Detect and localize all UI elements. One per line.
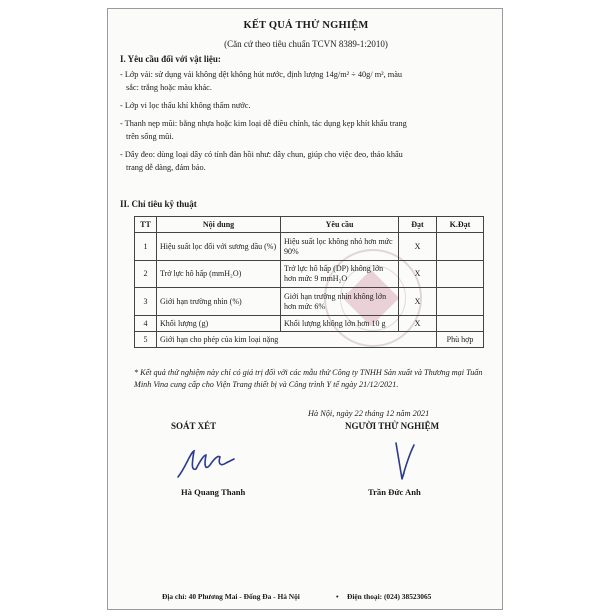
cell-pass: X [399, 233, 437, 261]
requirement-line: sắc: trắng hoặc màu khác. [126, 83, 212, 92]
requirement-line: - Lớp vải: sử dụng vải không dệt không hút nước, định lượng 14g/m² ÷ 40g/ m², màu [120, 70, 403, 79]
cell-requirement: Trở lực hô hấp (DP) không lớn hơn mức 9 mmH₂O [281, 261, 399, 288]
cell-requirement: Giới hạn trường nhìn không lớn hơn mức 6% [281, 288, 399, 316]
spec-table [134, 216, 484, 348]
reviewer-role: SOÁT XÉT [171, 421, 217, 431]
cell-tt: 1 [135, 233, 157, 261]
document-page [107, 8, 503, 610]
reviewer-signature [174, 441, 238, 483]
cell-requirement: Khối lượng không lớn hơn 10 g [281, 316, 399, 332]
cell-pass: X [399, 288, 437, 316]
header-fail: K.Đạt [437, 217, 484, 233]
table-header-row [135, 217, 484, 233]
tester-role: NGƯỜI THỬ NGHIỆM [345, 421, 440, 431]
cell-requirement: Hiệu suất lọc không nhỏ hơn mức 90% [281, 233, 399, 261]
section1-heading: I. Yêu cầu đối với vật liệu: [120, 54, 221, 64]
table-row [135, 316, 484, 332]
header-content: Nội dung [157, 217, 281, 233]
cell-content: Giới hạn cho phép của kim loại nặng [157, 332, 437, 348]
requirement-line: - Thanh nẹp mũi: bằng nhựa hoặc kim loại dễ điều chỉnh, tác dụng kẹp khít khẩu trang [120, 119, 407, 128]
table-row [135, 332, 484, 348]
document-subtitle: (Căn cứ theo tiêu chuẩn TCVN 8389-1:2010) [224, 39, 388, 49]
cell-pass: X [399, 261, 437, 288]
footer-phone: Điện thoại: (024) 38523065 [347, 592, 432, 601]
requirement-line: trang dễ dàng, đảm bảo. [126, 163, 206, 172]
header-pass: Đạt [399, 217, 437, 233]
place-date: Hà Nội, ngày 22 tháng 12 năm 2021 [308, 409, 430, 418]
footer-bullet: • [336, 592, 339, 601]
cell-content: Hiệu suất lọc đối với sương dầu (%) [157, 233, 281, 261]
section2-heading: II. Chỉ tiêu kỹ thuật [120, 199, 197, 209]
requirement-line: trên sống mũi. [126, 132, 174, 141]
footer-address: Địa chỉ: 40 Phương Mai - Đống Đa - Hà Nội [162, 592, 300, 601]
cell-tt: 5 [135, 332, 157, 348]
cell-fail [437, 288, 484, 316]
table-row [135, 261, 484, 288]
test-note: * Kết quả thử nghiệm này chỉ có giá trị đối với các mẫu thử Công ty TNHH Sản xuất và Thương mại Tuấn Minh Vina cung cấp cho Viện Trang thiết bị và Công trình Y tế ngày 21/12/2021. [134, 368, 483, 389]
cell-tt: 4 [135, 316, 157, 332]
cell-fail [437, 233, 484, 261]
cell-fail [437, 261, 484, 288]
tester-name: Trần Đức Anh [368, 487, 421, 497]
cell-pass: X [399, 316, 437, 332]
table-row [135, 288, 484, 316]
document-title: KẾT QUẢ THỬ NGHIỆM [243, 20, 369, 31]
tester-signature [390, 439, 420, 485]
cell-tt: 2 [135, 261, 157, 288]
table-row [135, 233, 484, 261]
cell-pass: Phù hợp [437, 332, 484, 348]
cell-tt: 3 [135, 288, 157, 316]
requirement-line: - Lớp vi lọc thấu khí không thấm nước. [120, 101, 251, 110]
cell-content: Giới hạn trường nhìn (%) [157, 288, 281, 316]
header-tt: TT [135, 217, 157, 233]
reviewer-name: Hà Quang Thanh [181, 487, 246, 497]
requirement-line: - Dây đeo: dùng loại dây có tính đàn hồi như: dây chun, giúp cho việc đeo, tháo khẩu [120, 150, 403, 159]
cell-content: Khối lượng (g) [157, 316, 281, 332]
cell-content: Trở lực hô hấp (mmH₂O) [157, 261, 281, 288]
header-requirement: Yêu cầu [281, 217, 399, 233]
cell-fail [437, 316, 484, 332]
